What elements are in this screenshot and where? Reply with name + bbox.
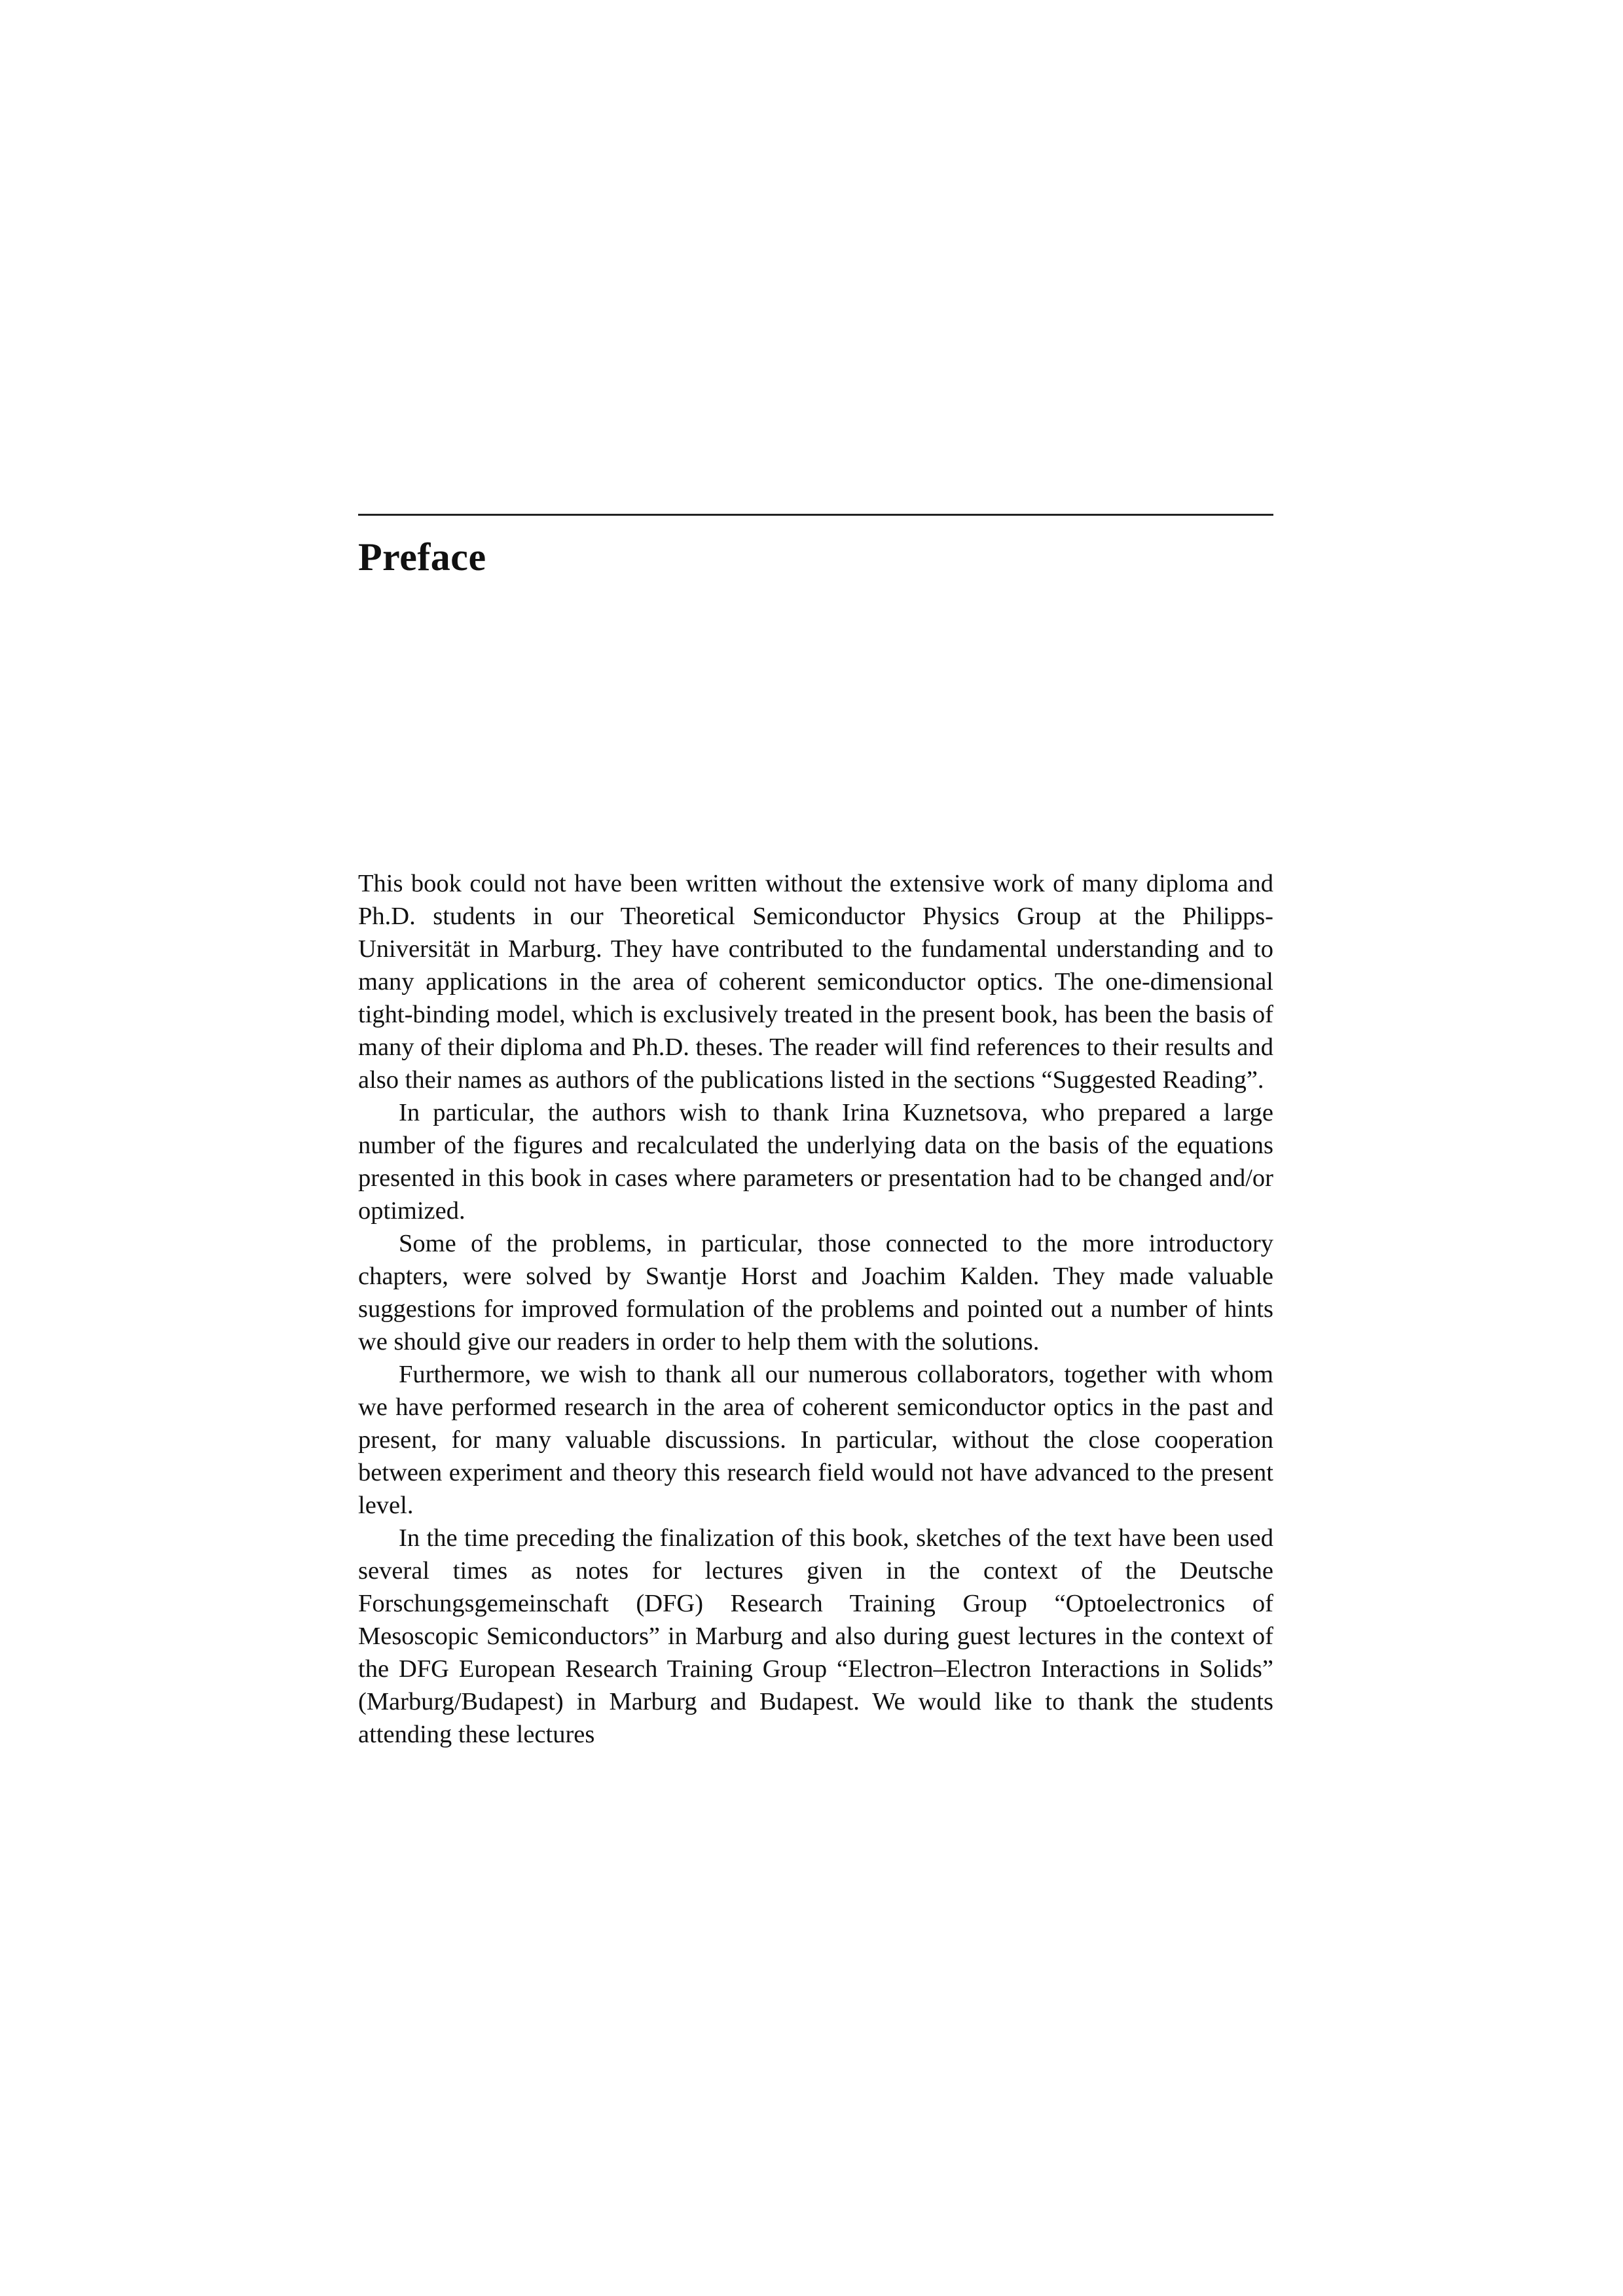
chapter-rule	[358, 514, 1273, 516]
chapter-title: Preface	[358, 535, 486, 579]
paragraph: In particular, the authors wish to thank Irina Kuznetsova, who prepared a large number of the figures and recalculated the underlying data on the basis of the equations presented in this book in cases where parameters or presentation had to be changed and/or optimized.	[358, 1099, 1273, 1225]
paragraph: Furthermore, we wish to thank all our numerous collaborators, together with whom we have performed research in the area of coherent semiconductor optics in the past and present, for many valuable discussions. In particular, without the close cooperation between experiment and theory this research field would not have advanced to the present level.	[358, 1361, 1273, 1519]
paragraph: This book could not have been written without the extensive work of many diploma and Ph.D. students in our Theoretical Semiconductor Physics Group at the Philipps-Universität in Marburg. They have contributed to the fundamental understanding and to many applications in the area of coherent semiconductor optics. The one-dimensional tight-binding model, which is exclusively treated in the present book, has been the basis of many of their diploma and Ph.D. theses. The reader will find references to their results and also their names as authors of the publications listed in the sections “Suggested Reading”.	[358, 870, 1273, 1094]
preface-body	[358, 867, 1273, 1751]
paragraph: Some of the problems, in particular, those connected to the more introductory chapters, were solved by Swantje Horst and Joachim Kalden. They made valuable suggestions for improved formulation of the problems and pointed out a number of hints we should give our readers in order to help them with the solutions.	[358, 1230, 1273, 1355]
paragraph: In the time preceding the finalization of this book, sketches of the text have been used several times as notes for lectures given in the context of the Deutsche Forschungsgemeinschaft (DFG) Research Training Group “Optoelectronics of Mesoscopic Semiconductors” in Marburg and also during guest lectures in the context of the DFG European Research Training Group “Electron–Electron Interactions in Solids” (Marburg/Budapest) in Marburg and Budapest. We would like to thank the students attending these lectures	[358, 1524, 1273, 1748]
